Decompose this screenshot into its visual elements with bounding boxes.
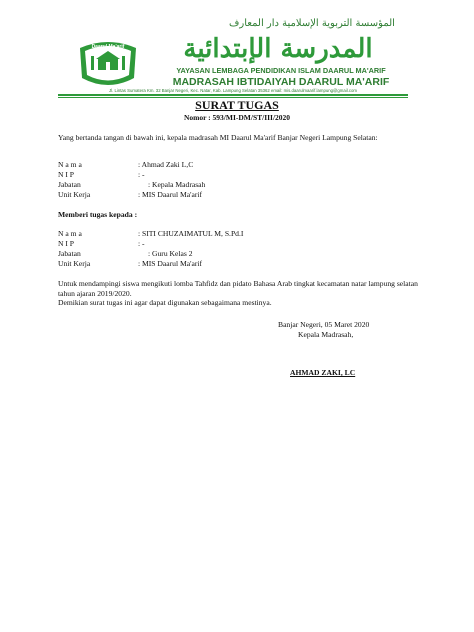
assignee-unit-label: Unit Kerja bbox=[58, 259, 91, 268]
assignee-position-label: Jabatan bbox=[58, 249, 81, 258]
closing-paragraph: Demikian surat tugas ini agar dapat digunakan sebagaimana mestinya. bbox=[58, 298, 272, 307]
assign-heading: Memberi tugas kepada : bbox=[58, 210, 138, 219]
logo-text: Daarul Ma'arif bbox=[91, 44, 125, 50]
signer-unit-value: : MIS Daarul Ma'arif bbox=[138, 190, 202, 199]
letterhead-rule bbox=[58, 94, 408, 96]
assignee-name-value: : SITI CHUZAIMATUL M, S.Pd.I bbox=[138, 229, 244, 238]
body-paragraph: Untuk mendampingi siswa mengikuti lomba Tahfidz dan pidato Bahasa Arab tingkat kecamatan natar lampung selatan tahun ajaran 2019/2020. bbox=[58, 279, 418, 298]
signature-name: AHMAD ZAKI, LC bbox=[290, 368, 356, 377]
arabic-foundation-name: المؤسسة التربوية الإسلامية دار المعارف bbox=[229, 18, 395, 29]
signer-unit-label: Unit Kerja bbox=[58, 190, 91, 199]
assignee-position-value: : Guru Kelas 2 bbox=[148, 249, 193, 258]
arabic-school-name: المدرسة الإبتدائية bbox=[183, 34, 373, 64]
signer-position: Kepala Madrasah, bbox=[298, 330, 354, 339]
signer-position-value: : Kepala Madrasah bbox=[148, 180, 206, 189]
intro-paragraph: Yang bertanda tangan di bawah ini, kepala madrasah MI Daarul Ma'arif Banjar Negeri Lampung Selatan: bbox=[58, 133, 378, 142]
signer-position-label: Jabatan bbox=[58, 180, 81, 189]
assignee-unit-value: : MIS Daarul Ma'arif bbox=[138, 259, 202, 268]
assignee-nip-value: : - bbox=[138, 239, 145, 248]
assignee-nip-label: N I P bbox=[58, 239, 75, 248]
signer-name-value: : Ahmad Zaki L,C bbox=[138, 160, 194, 169]
signer-nip-value: : - bbox=[138, 170, 145, 179]
assignee-name-label: N a m a bbox=[58, 229, 82, 238]
signer-nip-label: N I P bbox=[58, 170, 75, 179]
signer-name-label: N a m a bbox=[58, 160, 82, 169]
foundation-name: YAYASAN LEMBAGA PENDIDIKAN ISLAM DAARUL MA'ARIF bbox=[176, 66, 386, 75]
school-name: MADRASAH IBTIDAIYAH DAARUL MA'ARIF bbox=[172, 76, 390, 88]
school-logo-icon bbox=[76, 38, 140, 90]
letter-title: SURAT TUGAS bbox=[195, 98, 279, 112]
place-date: Banjar Negeri, 05 Maret 2020 bbox=[278, 320, 370, 329]
school-address: Jl. Lintas Sumatera Km. 32 Banjar Negeri, Kec. Natar, Kab. Lampung Selatan 35362 email: mis.daarulmaarif.lampung@gmail.com bbox=[109, 88, 357, 93]
letter-number: Nomor : 593/MI-DM/ST/III/2020 bbox=[183, 113, 291, 122]
